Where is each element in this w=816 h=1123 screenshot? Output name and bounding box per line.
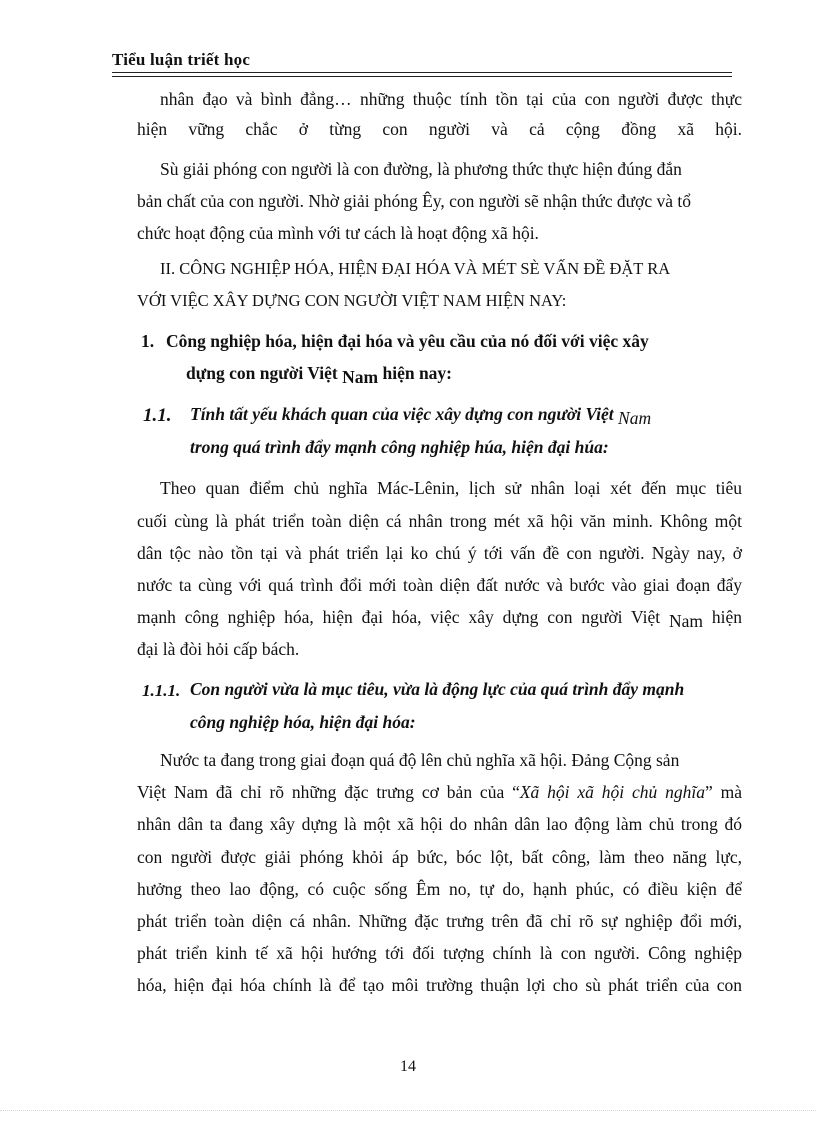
paragraph-line: cuối cùng là phát triển toàn diện cá nhân trong mét xã hội văn minh. Không một	[137, 511, 742, 531]
running-header: Tiểu luận triết học	[112, 50, 251, 69]
heading-3: công nghiệp hóa, hiện đại hóa:	[190, 712, 416, 732]
paragraph-line: Việt Nam đã chỉ rõ những đặc trưng cơ bản của “Xã hội xã hội chủ nghĩa” mà	[137, 782, 743, 802]
paragraph-line: nhân đạo và bình đẳng… những thuộc tính tồn tại của con người được thực	[160, 89, 742, 109]
header-rule-top	[112, 72, 732, 73]
paragraph-line: bản chất của con người. Nhờ giải phóng Êy, con người sẽ nhận thức được và tổ	[137, 191, 691, 211]
page-edge-divider	[0, 1110, 816, 1111]
paragraph-line: nước ta cùng với quá trình đổi mới toàn diện đất nước và bước vào giai đoạn đẩy	[137, 575, 742, 595]
paragraph-line: dân tộc nào tồn tại và phát triển lại ko chú ý tới vấn đề con người. Ngày nay, ở	[137, 543, 742, 563]
heading-3: Con người vừa là mục tiêu, vừa là động lực của quá trình đẩy mạnh	[190, 679, 685, 699]
page-number: 14	[400, 1058, 416, 1075]
paragraph-line: mạnh công nghiệp hóa, hiện đại hóa, việc xây dựng con người Việt Nam hiện	[137, 607, 742, 631]
paragraph-line: chức hoạt động của mình với tư cách là hoạt động xã hội.	[137, 223, 539, 243]
heading-number: 1.1.1.	[142, 681, 181, 700]
header-rule-bottom	[112, 76, 732, 77]
heading-1: dựng con người Việt Nam hiện nay:	[186, 363, 453, 387]
paragraph-line: hiện vững chắc ở từng con người và cả cộng đồng xã hội.	[137, 119, 742, 139]
heading-1: Công nghiệp hóa, hiện đại hóa và yêu cầu của nó đối với việc xây	[166, 331, 649, 351]
paragraph-line: con người được giải phóng khỏi áp bức, bóc lột, bất công, làm theo năng lực,	[137, 847, 742, 867]
section-heading: VỚI VIỆC XÂY DỰNG CON NGƯỜI VIỆT NAM HIỆN NAY:	[137, 291, 567, 310]
heading-number: 1.	[141, 331, 155, 351]
paragraph-line: hóa, hiện đại hóa chính là để tạo môi trường thuận lợi cho sù phát triển của con	[137, 975, 742, 995]
paragraph-line: phát triển toàn diện cá nhân. Những đặc trưng trên đã chỉ rõ sự nghiệp đổi mới,	[137, 911, 742, 931]
heading-2: Tính tất yếu khách quan của việc xây dựng con người Việt Nam	[190, 404, 652, 428]
paragraph-line: đại là đòi hỏi cấp bách.	[137, 639, 300, 659]
paragraph-line: Theo quan điểm chủ nghĩa Mác-Lênin, lịch sử nhân loại xét đến mục tiêu	[160, 478, 742, 498]
paragraph-line: nhân dân ta đang xây dựng là một xã hội do nhân dân lao động làm chủ trong đó	[137, 814, 742, 834]
paragraph-line: Nước ta đang trong giai đoạn quá độ lên chủ nghĩa xã hội. Đảng Cộng sản	[160, 750, 680, 770]
paragraph-line: hưởng theo lao động, có cuộc sống Êm no, tự do, hạnh phúc, có điều kiện để	[137, 879, 742, 899]
heading-number: 1.1.	[143, 405, 172, 426]
section-heading: II. CÔNG NGHIỆP HÓA, HIỆN ĐẠI HÓA VÀ MÉT SÈ VẤN ĐỀ ĐẶT RA	[160, 259, 671, 278]
paragraph-line: Sù giải phóng con người là con đường, là phương thức thực hiện đúng đắn	[160, 159, 682, 179]
heading-2: trong quá trình đẩy mạnh công nghiệp húa, hiện đại húa:	[190, 437, 609, 457]
paragraph-line: phát triển kinh tế xã hội hướng tới đối tượng chính là con người. Công nghiệp	[137, 943, 742, 963]
